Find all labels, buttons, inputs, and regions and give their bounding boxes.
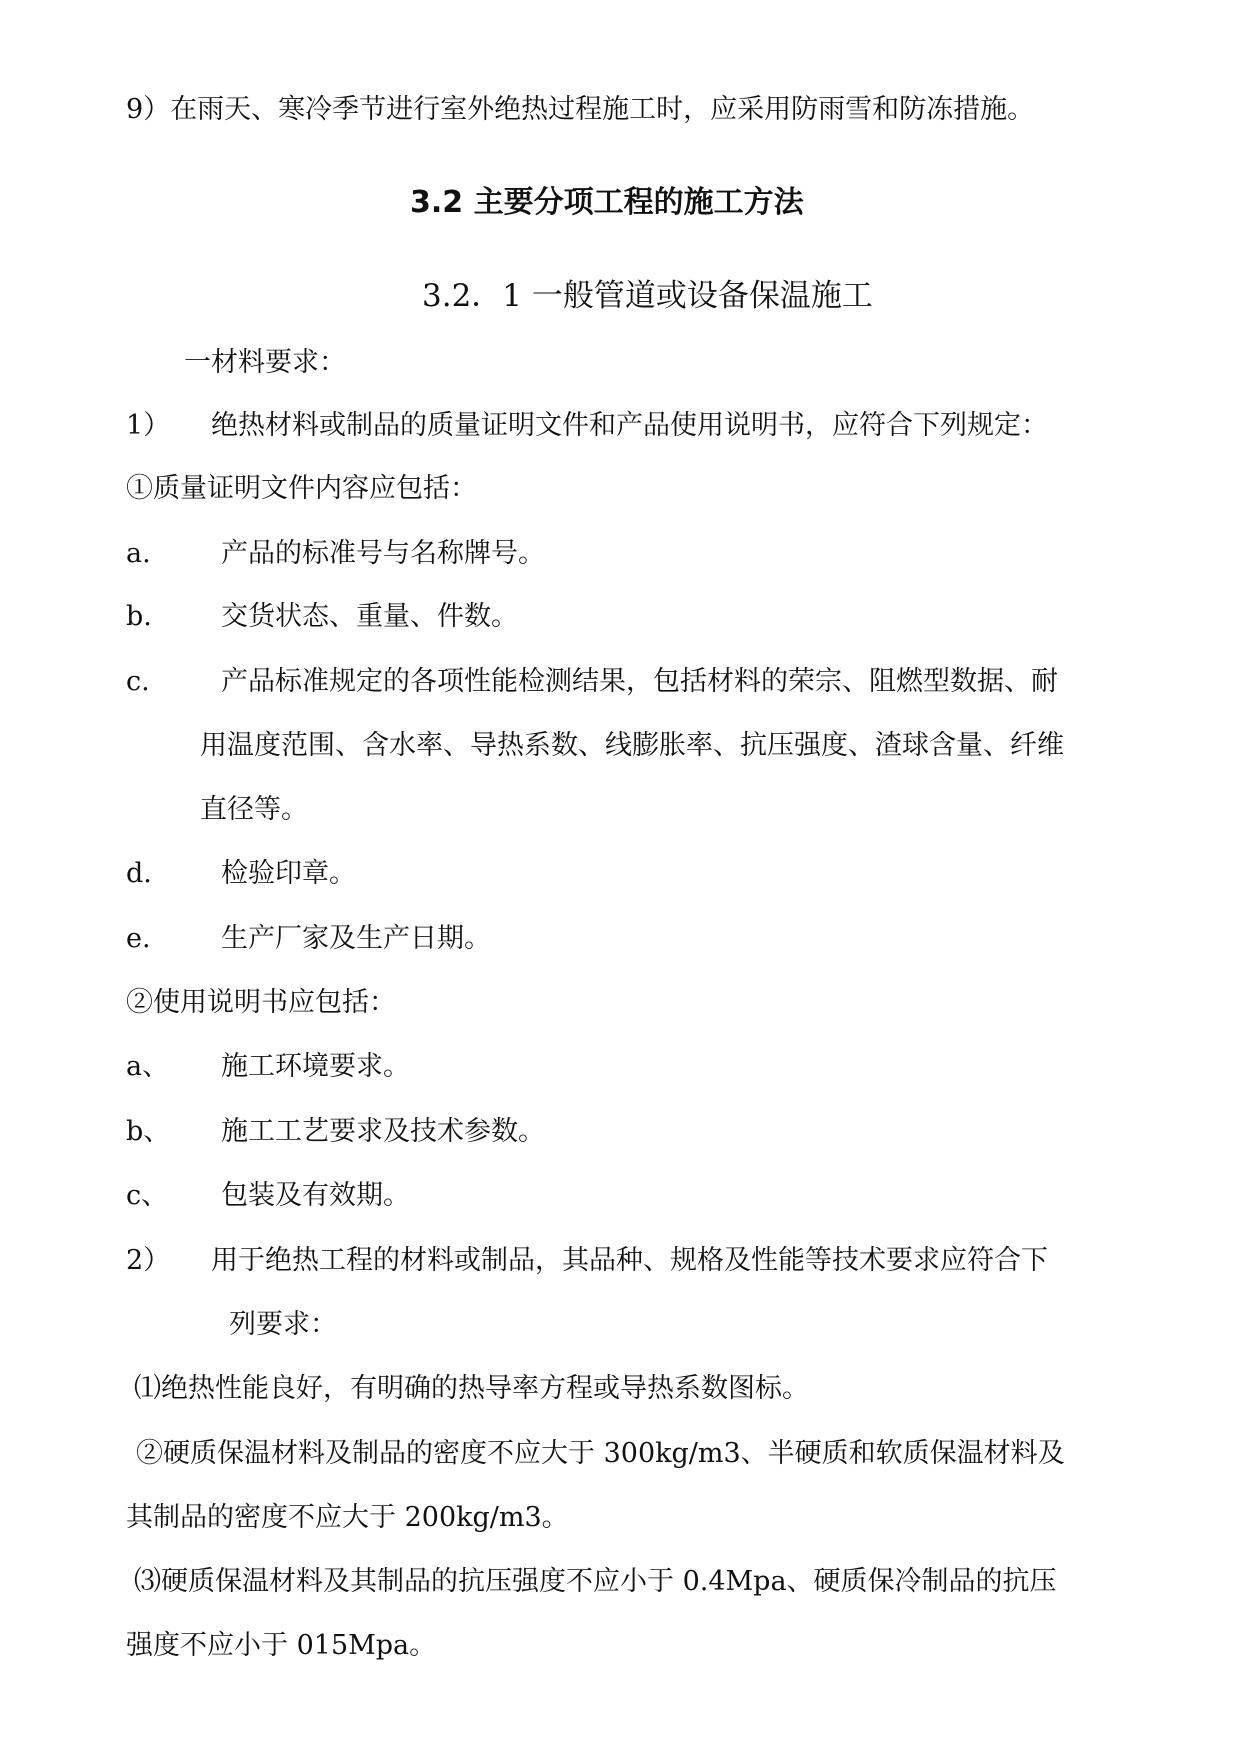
requirement-3-continued: 强度不应小于 015Mpa。 bbox=[126, 1630, 437, 1661]
quality-docs-title: ①质量证明文件内容应包括： bbox=[126, 473, 477, 504]
list-marker: e. bbox=[126, 923, 151, 954]
requirement-3: ⑶硬质保温材料及其制品的抗压强度不应小于 0.4Mpa、硬质保冷制品的抗压 bbox=[134, 1566, 1057, 1597]
list-item-c bbox=[126, 664, 1058, 700]
list-marker: 1） bbox=[126, 410, 171, 441]
list-item-2 bbox=[126, 1243, 1048, 1279]
list-item-2-continued: 列要求： bbox=[229, 1309, 337, 1340]
section-heading-3-2-1: 3.2．1 一般管道或设备保温施工 bbox=[422, 278, 873, 314]
section-heading-3-2: 3.2 主要分项工程的施工方法 bbox=[410, 185, 804, 220]
list-item-b bbox=[126, 599, 518, 635]
list-item-text: 施工环境要求。 bbox=[221, 1051, 410, 1082]
list-item-1 bbox=[126, 408, 1048, 444]
list-marker: a、 bbox=[126, 1051, 170, 1082]
manual-item-a bbox=[126, 1049, 410, 1085]
list-marker: a. bbox=[126, 538, 151, 569]
list-item-c-continued: 直径等。 bbox=[200, 794, 308, 825]
list-item-text: 包装及有效期。 bbox=[221, 1180, 410, 1211]
list-marker: c. bbox=[126, 666, 150, 697]
list-marker: d. bbox=[126, 858, 152, 889]
list-item-text: 交货状态、重量、件数。 bbox=[221, 601, 518, 632]
list-item-a bbox=[126, 536, 545, 572]
list-item-text: 用于绝热工程的材料或制品，其品种、规格及性能等技术要求应符合下 bbox=[211, 1245, 1048, 1276]
manual-item-b bbox=[126, 1114, 545, 1150]
requirement-2: ②硬质保温材料及制品的密度不应大于 300kg/m3、半硬质和软质保温材料及 bbox=[136, 1438, 1065, 1469]
manual-item-c bbox=[126, 1178, 410, 1214]
requirement-1: ⑴绝热性能良好，有明确的热导率方程或导热系数图标。 bbox=[134, 1373, 809, 1404]
list-item-text: 生产厂家及生产日期。 bbox=[221, 923, 491, 954]
list-marker: c、 bbox=[126, 1180, 169, 1211]
list-item-text: 产品标准规定的各项性能检测结果，包括材料的荣宗、阻燃型数据、耐 bbox=[221, 666, 1058, 697]
list-marker: b. bbox=[126, 601, 152, 632]
requirement-2-continued: 其制品的密度不应大于 200kg/m3。 bbox=[126, 1502, 569, 1533]
manual-title: ②使用说明书应包括： bbox=[126, 987, 396, 1018]
paragraph-item-9: 9）在雨天、寒冷季节进行室外绝热过程施工时，应采用防雨雪和防冻措施。 bbox=[126, 94, 1035, 125]
list-item-text: 施工工艺要求及技术参数。 bbox=[221, 1116, 545, 1147]
list-item-text: 产品的标准号与名称牌号。 bbox=[221, 538, 545, 569]
list-item-text: 绝热材料或制品的质量证明文件和产品使用说明书，应符合下列规定： bbox=[211, 410, 1048, 441]
materials-requirements-title: 一材料要求： bbox=[184, 347, 346, 378]
list-item-d bbox=[126, 856, 356, 892]
list-item-e bbox=[126, 921, 491, 957]
list-item-c-continued: 用温度范围、含水率、导热系数、线膨胀率、抗压强度、渣球含量、纤维 bbox=[200, 730, 1064, 761]
list-item-text: 检验印章。 bbox=[221, 858, 356, 889]
list-marker: b、 bbox=[126, 1116, 171, 1147]
list-marker: 2） bbox=[126, 1245, 171, 1276]
